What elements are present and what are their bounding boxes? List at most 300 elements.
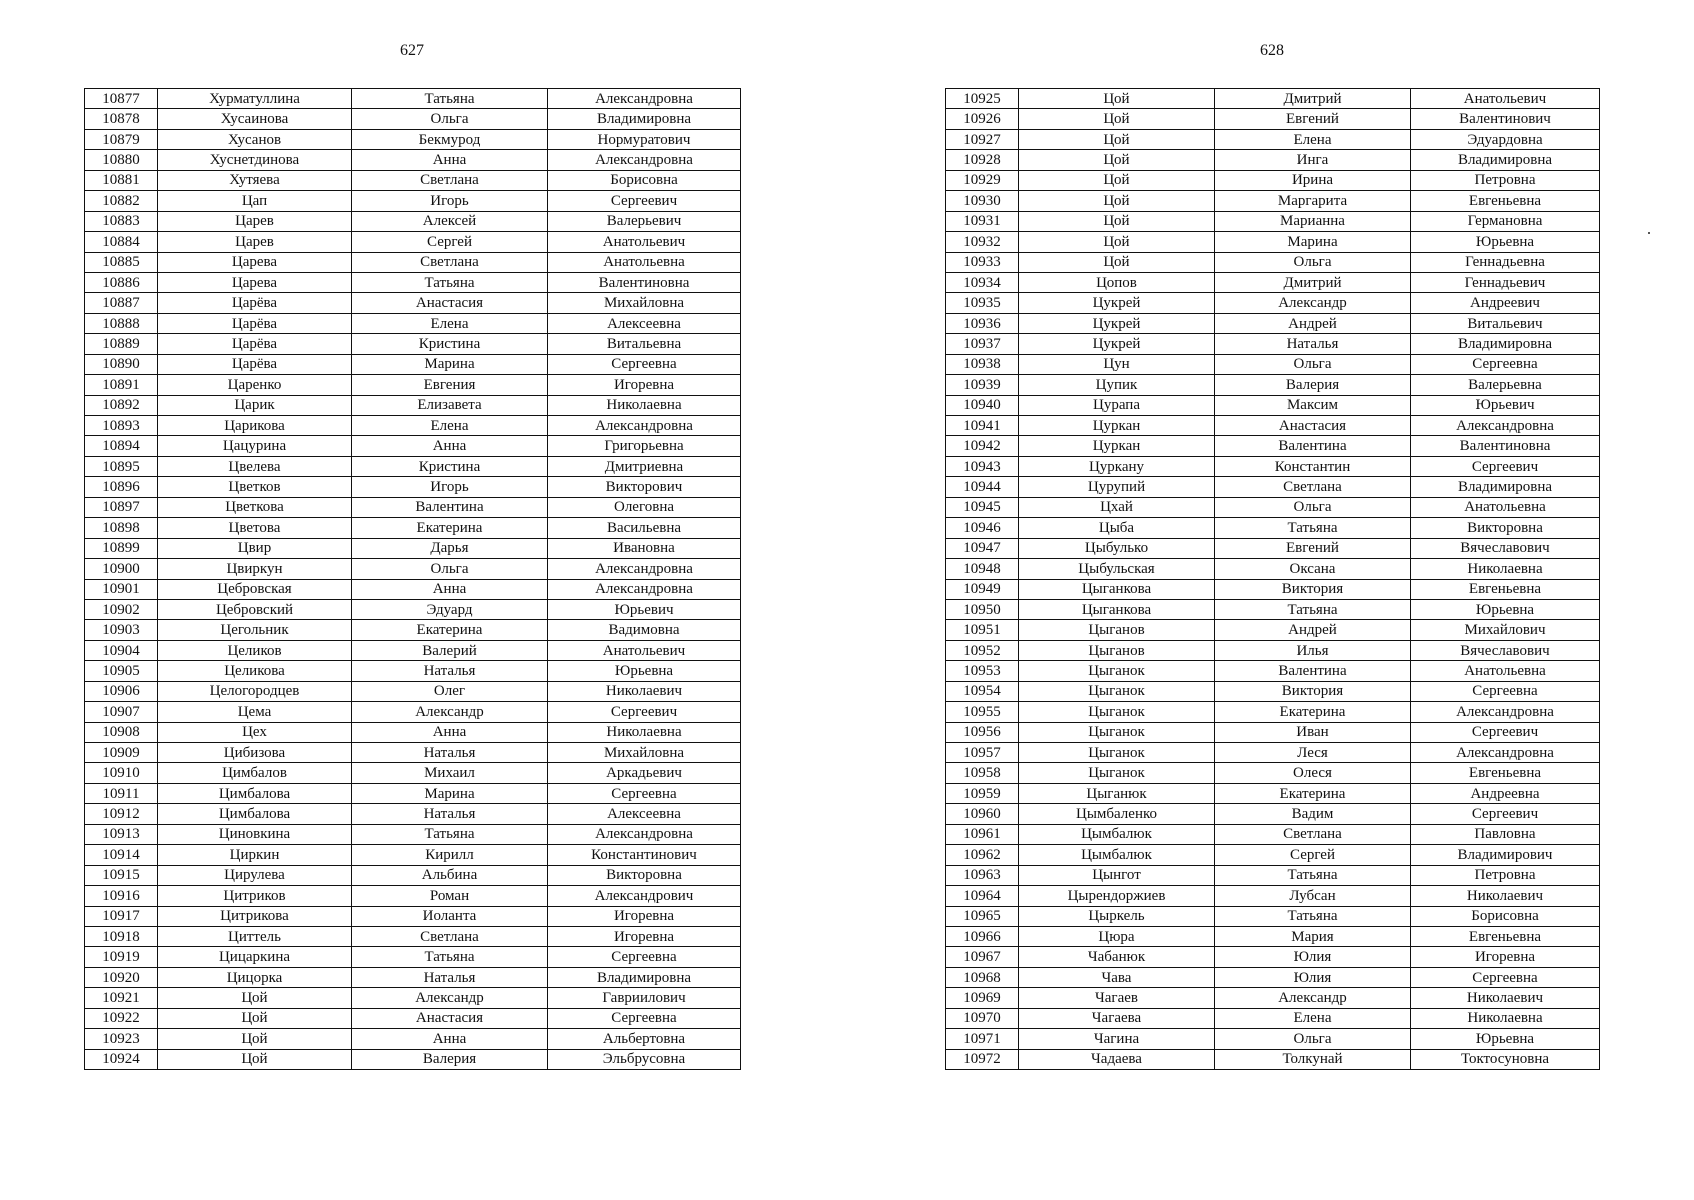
first-name-cell: Татьяна xyxy=(1215,599,1411,619)
table-row xyxy=(946,170,1600,190)
table-row xyxy=(85,559,741,579)
patronymic-cell: Алексеевна xyxy=(548,313,741,333)
surname-cell: Цех xyxy=(158,722,352,742)
surname-cell: Цой xyxy=(158,1049,352,1069)
table-row xyxy=(85,845,741,865)
record-number-cell: 10908 xyxy=(85,722,158,742)
patronymic-cell: Юрьевна xyxy=(1411,599,1600,619)
patronymic-cell: Петровна xyxy=(1411,170,1600,190)
patronymic-cell: Сергеевна xyxy=(548,354,741,374)
patronymic-cell: Игоревна xyxy=(548,375,741,395)
table-row xyxy=(946,926,1600,946)
record-number-cell: 10959 xyxy=(946,783,1019,803)
table-row xyxy=(946,988,1600,1008)
surname-cell: Цурапа xyxy=(1019,395,1215,415)
record-number-cell: 10880 xyxy=(85,150,158,170)
first-name-cell: Ольга xyxy=(352,109,548,129)
surname-cell: Цыганок xyxy=(1019,702,1215,722)
table-row xyxy=(85,456,741,476)
first-name-cell: Татьяна xyxy=(1215,906,1411,926)
first-name-cell: Марина xyxy=(352,783,548,803)
first-name-cell: Евгений xyxy=(1215,538,1411,558)
record-number-cell: 10946 xyxy=(946,518,1019,538)
patronymic-cell: Олеговна xyxy=(548,497,741,517)
patronymic-cell: Андреевич xyxy=(1411,293,1600,313)
surname-cell: Циттель xyxy=(158,926,352,946)
record-number-cell: 10942 xyxy=(946,436,1019,456)
table-row xyxy=(85,579,741,599)
record-number-cell: 10910 xyxy=(85,763,158,783)
surname-cell: Цема xyxy=(158,702,352,722)
patronymic-cell: Александровна xyxy=(1411,743,1600,763)
surname-cell: Цыганок xyxy=(1019,681,1215,701)
surname-cell: Цун xyxy=(1019,354,1215,374)
patronymic-cell: Алексеевна xyxy=(548,804,741,824)
surname-cell: Царёва xyxy=(158,354,352,374)
patronymic-cell: Александровна xyxy=(548,150,741,170)
first-name-cell: Анна xyxy=(352,579,548,599)
table-row xyxy=(85,538,741,558)
record-number-cell: 10921 xyxy=(85,988,158,1008)
surname-cell: Цуркан xyxy=(1019,436,1215,456)
table-row xyxy=(946,620,1600,640)
record-number-cell: 10898 xyxy=(85,518,158,538)
surname-cell: Цой xyxy=(1019,232,1215,252)
first-name-cell: Ольга xyxy=(352,559,548,579)
patronymic-cell: Михайлович xyxy=(1411,620,1600,640)
surname-cell: Хусаинова xyxy=(158,109,352,129)
record-number-cell: 10956 xyxy=(946,722,1019,742)
patronymic-cell: Игоревна xyxy=(548,926,741,946)
record-number-cell: 10890 xyxy=(85,354,158,374)
first-name-cell: Лубсан xyxy=(1215,886,1411,906)
first-name-cell: Валентина xyxy=(352,497,548,517)
table-row xyxy=(946,456,1600,476)
patronymic-cell: Альбертовна xyxy=(548,1029,741,1049)
patronymic-cell: Викторовна xyxy=(1411,518,1600,538)
table-row xyxy=(85,129,741,149)
record-number-cell: 10960 xyxy=(946,804,1019,824)
surname-cell: Хурматуллина xyxy=(158,89,352,109)
patronymic-cell: Анатольевна xyxy=(1411,661,1600,681)
record-number-cell: 10882 xyxy=(85,191,158,211)
table-row xyxy=(946,416,1600,436)
surname-cell: Цукрей xyxy=(1019,313,1215,333)
first-name-cell: Анна xyxy=(352,1029,548,1049)
record-number-cell: 10932 xyxy=(946,232,1019,252)
table-row xyxy=(85,661,741,681)
table-row xyxy=(85,272,741,292)
first-name-cell: Евгения xyxy=(352,375,548,395)
patronymic-cell: Юрьевна xyxy=(1411,1029,1600,1049)
surname-cell: Цой xyxy=(1019,150,1215,170)
first-name-cell: Светлана xyxy=(352,926,548,946)
record-number-cell: 10909 xyxy=(85,743,158,763)
first-name-cell: Александр xyxy=(1215,293,1411,313)
surname-cell: Цой xyxy=(158,988,352,1008)
record-number-cell: 10903 xyxy=(85,620,158,640)
first-name-cell: Ирина xyxy=(1215,170,1411,190)
first-name-cell: Алексей xyxy=(352,211,548,231)
record-number-cell: 10886 xyxy=(85,272,158,292)
first-name-cell: Илья xyxy=(1215,640,1411,660)
record-number-cell: 10930 xyxy=(946,191,1019,211)
surname-cell: Цирулева xyxy=(158,865,352,885)
first-name-cell: Максим xyxy=(1215,395,1411,415)
record-number-cell: 10949 xyxy=(946,579,1019,599)
table-row xyxy=(946,1008,1600,1028)
patronymic-cell: Александровна xyxy=(548,89,741,109)
surname-cell: Цюра xyxy=(1019,926,1215,946)
table-row xyxy=(946,579,1600,599)
patronymic-cell: Валерьевич xyxy=(548,211,741,231)
first-name-cell: Леся xyxy=(1215,743,1411,763)
table-row xyxy=(85,640,741,660)
first-name-cell: Елизавета xyxy=(352,395,548,415)
table-row xyxy=(85,599,741,619)
surname-cell: Целиков xyxy=(158,640,352,660)
record-number-cell: 10887 xyxy=(85,293,158,313)
record-number-cell: 10877 xyxy=(85,89,158,109)
scan-speck xyxy=(1648,232,1650,234)
patronymic-cell: Сергеевич xyxy=(1411,456,1600,476)
table-row xyxy=(946,681,1600,701)
table-row xyxy=(946,191,1600,211)
first-name-cell: Вадим xyxy=(1215,804,1411,824)
table-row xyxy=(946,947,1600,967)
surname-cell: Цыганок xyxy=(1019,661,1215,681)
first-name-cell: Екатерина xyxy=(352,620,548,640)
surname-cell: Цой xyxy=(1019,252,1215,272)
patronymic-cell: Сергеевна xyxy=(1411,354,1600,374)
table-row xyxy=(85,109,741,129)
record-number-cell: 10899 xyxy=(85,538,158,558)
patronymic-cell: Александрович xyxy=(548,886,741,906)
patronymic-cell: Владимирович xyxy=(1411,845,1600,865)
record-number-cell: 10915 xyxy=(85,865,158,885)
surname-cell: Цуркану xyxy=(1019,456,1215,476)
table-row xyxy=(946,967,1600,987)
surname-cell: Цыганок xyxy=(1019,743,1215,763)
record-number-cell: 10878 xyxy=(85,109,158,129)
record-number-cell: 10891 xyxy=(85,375,158,395)
patronymic-cell: Нормуратович xyxy=(548,129,741,149)
record-number-cell: 10966 xyxy=(946,926,1019,946)
patronymic-cell: Владимировна xyxy=(548,109,741,129)
record-number-cell: 10917 xyxy=(85,906,158,926)
patronymic-cell: Викторович xyxy=(548,477,741,497)
patronymic-cell: Сергеевна xyxy=(1411,967,1600,987)
first-name-cell: Константин xyxy=(1215,456,1411,476)
surname-cell: Хусанов xyxy=(158,129,352,149)
table-row xyxy=(946,640,1600,660)
table-row xyxy=(946,272,1600,292)
table-row xyxy=(85,865,741,885)
patronymic-cell: Витальевна xyxy=(548,334,741,354)
patronymic-cell: Викторовна xyxy=(548,865,741,885)
surname-cell: Цыба xyxy=(1019,518,1215,538)
table-row xyxy=(946,109,1600,129)
first-name-cell: Наталья xyxy=(352,743,548,763)
table-row xyxy=(85,375,741,395)
record-number-cell: 10920 xyxy=(85,967,158,987)
first-name-cell: Анна xyxy=(352,436,548,456)
surname-cell: Царик xyxy=(158,395,352,415)
patronymic-cell: Германовна xyxy=(1411,211,1600,231)
surname-cell: Чадаева xyxy=(1019,1049,1215,1069)
record-number-cell: 10928 xyxy=(946,150,1019,170)
table-row xyxy=(85,722,741,742)
table-row xyxy=(85,620,741,640)
patronymic-cell: Владимировна xyxy=(548,967,741,987)
surname-cell: Цыганок xyxy=(1019,722,1215,742)
patronymic-cell: Григорьевна xyxy=(548,436,741,456)
patronymic-cell: Анатольевич xyxy=(1411,89,1600,109)
first-name-cell: Михаил xyxy=(352,763,548,783)
surname-cell: Чабанюк xyxy=(1019,947,1215,967)
first-name-cell: Валерия xyxy=(352,1049,548,1069)
table-row xyxy=(85,436,741,456)
patronymic-cell: Сергеевна xyxy=(548,947,741,967)
record-number-cell: 10925 xyxy=(946,89,1019,109)
table-row xyxy=(85,824,741,844)
record-number-cell: 10892 xyxy=(85,395,158,415)
surname-cell: Целогородцев xyxy=(158,681,352,701)
record-number-cell: 10940 xyxy=(946,395,1019,415)
first-name-cell: Елена xyxy=(1215,1008,1411,1028)
surname-cell: Царева xyxy=(158,252,352,272)
table-row xyxy=(85,477,741,497)
record-number-cell: 10883 xyxy=(85,211,158,231)
table-row xyxy=(85,967,741,987)
table-row xyxy=(946,743,1600,763)
table-row xyxy=(946,865,1600,885)
patronymic-cell: Васильевна xyxy=(548,518,741,538)
patronymic-cell: Александровна xyxy=(1411,702,1600,722)
first-name-cell: Ольга xyxy=(1215,354,1411,374)
record-number-cell: 10944 xyxy=(946,477,1019,497)
table-row xyxy=(946,702,1600,722)
patronymic-cell: Эльбрусовна xyxy=(548,1049,741,1069)
surname-cell: Цой xyxy=(1019,129,1215,149)
patronymic-cell: Ивановна xyxy=(548,538,741,558)
first-name-cell: Ольга xyxy=(1215,1029,1411,1049)
table-row xyxy=(946,824,1600,844)
table-row xyxy=(946,783,1600,803)
table-row xyxy=(85,150,741,170)
record-number-cell: 10971 xyxy=(946,1029,1019,1049)
table-row xyxy=(85,170,741,190)
first-name-cell: Александр xyxy=(352,988,548,1008)
first-name-cell: Татьяна xyxy=(1215,865,1411,885)
first-name-cell: Иоланта xyxy=(352,906,548,926)
first-name-cell: Инга xyxy=(1215,150,1411,170)
surname-cell: Цыбульская xyxy=(1019,559,1215,579)
surname-cell: Цымбалюк xyxy=(1019,824,1215,844)
first-name-cell: Мария xyxy=(1215,926,1411,946)
surname-cell: Цукрей xyxy=(1019,293,1215,313)
patronymic-cell: Геннадьевна xyxy=(1411,252,1600,272)
table-row xyxy=(85,906,741,926)
patronymic-cell: Аркадьевич xyxy=(548,763,741,783)
table-row xyxy=(85,232,741,252)
first-name-cell: Игорь xyxy=(352,477,548,497)
surname-cell: Цырендоржиев xyxy=(1019,886,1215,906)
table-row xyxy=(85,804,741,824)
patronymic-cell: Евгеньевна xyxy=(1411,191,1600,211)
first-name-cell: Ольга xyxy=(1215,252,1411,272)
surname-cell: Цыганок xyxy=(1019,763,1215,783)
surname-cell: Цой xyxy=(1019,211,1215,231)
surname-cell: Цыганов xyxy=(1019,640,1215,660)
record-number-cell: 10924 xyxy=(85,1049,158,1069)
first-name-cell: Олег xyxy=(352,681,548,701)
page-number: 628 xyxy=(1260,42,1284,59)
record-number-cell: 10900 xyxy=(85,559,158,579)
first-name-cell: Светлана xyxy=(352,252,548,272)
table-row xyxy=(85,926,741,946)
record-number-cell: 10967 xyxy=(946,947,1019,967)
first-name-cell: Дмитрий xyxy=(1215,89,1411,109)
patronymic-cell: Валентинович xyxy=(1411,109,1600,129)
surname-cell: Цветкова xyxy=(158,497,352,517)
patronymic-cell: Владимировна xyxy=(1411,150,1600,170)
record-number-cell: 10913 xyxy=(85,824,158,844)
patronymic-cell: Витальевич xyxy=(1411,313,1600,333)
record-number-cell: 10961 xyxy=(946,824,1019,844)
surname-cell: Цыганкова xyxy=(1019,599,1215,619)
patronymic-cell: Евгеньевна xyxy=(1411,926,1600,946)
table-row xyxy=(946,150,1600,170)
record-number-cell: 10907 xyxy=(85,702,158,722)
surname-cell: Цацурина xyxy=(158,436,352,456)
first-name-cell: Кирилл xyxy=(352,845,548,865)
table-row xyxy=(85,89,741,109)
surname-cell: Цибизова xyxy=(158,743,352,763)
patronymic-cell: Игоревна xyxy=(1411,947,1600,967)
first-name-cell: Маргарита xyxy=(1215,191,1411,211)
surname-cell: Цебровская xyxy=(158,579,352,599)
record-number-cell: 10938 xyxy=(946,354,1019,374)
first-name-cell: Анна xyxy=(352,722,548,742)
first-name-cell: Кристина xyxy=(352,456,548,476)
patronymic-cell: Анатольевич xyxy=(548,232,741,252)
table-row xyxy=(85,1008,741,1028)
surname-cell: Цвелева xyxy=(158,456,352,476)
surname-cell: Хутяева xyxy=(158,170,352,190)
first-name-cell: Оксана xyxy=(1215,559,1411,579)
patronymic-cell: Николаевич xyxy=(548,681,741,701)
patronymic-cell: Николаевна xyxy=(548,722,741,742)
surname-cell: Цымбаленко xyxy=(1019,804,1215,824)
table-row xyxy=(85,947,741,967)
record-number-cell: 10914 xyxy=(85,845,158,865)
surname-cell: Цой xyxy=(1019,89,1215,109)
patronymic-cell: Александровна xyxy=(548,416,741,436)
table-row xyxy=(946,845,1600,865)
record-number-cell: 10901 xyxy=(85,579,158,599)
first-name-cell: Юлия xyxy=(1215,947,1411,967)
first-name-cell: Анастасия xyxy=(352,293,548,313)
patronymic-cell: Вячеславович xyxy=(1411,538,1600,558)
first-name-cell: Бекмурод xyxy=(352,129,548,149)
patronymic-cell: Юрьевна xyxy=(1411,232,1600,252)
page-number: 627 xyxy=(400,42,424,59)
surname-cell: Целикова xyxy=(158,661,352,681)
register-table xyxy=(945,88,1600,1070)
first-name-cell: Юлия xyxy=(1215,967,1411,987)
surname-cell: Чагаева xyxy=(1019,1008,1215,1028)
first-name-cell: Александр xyxy=(352,702,548,722)
table-row xyxy=(946,1029,1600,1049)
table-row xyxy=(946,538,1600,558)
table-row xyxy=(85,313,741,333)
patronymic-cell: Константинович xyxy=(548,845,741,865)
patronymic-cell: Михайловна xyxy=(548,743,741,763)
surname-cell: Цвиркун xyxy=(158,559,352,579)
first-name-cell: Ольга xyxy=(1215,497,1411,517)
first-name-cell: Татьяна xyxy=(352,272,548,292)
patronymic-cell: Сергеевич xyxy=(1411,804,1600,824)
first-name-cell: Валерий xyxy=(352,640,548,660)
first-name-cell: Толкунай xyxy=(1215,1049,1411,1069)
surname-cell: Цопов xyxy=(1019,272,1215,292)
patronymic-cell: Николаевна xyxy=(1411,1008,1600,1028)
record-number-cell: 10933 xyxy=(946,252,1019,272)
patronymic-cell: Токтосуновна xyxy=(1411,1049,1600,1069)
record-number-cell: 10927 xyxy=(946,129,1019,149)
record-number-cell: 10918 xyxy=(85,926,158,946)
table-row xyxy=(946,477,1600,497)
record-number-cell: 10905 xyxy=(85,661,158,681)
first-name-cell: Анастасия xyxy=(1215,416,1411,436)
surname-cell: Царикова xyxy=(158,416,352,436)
first-name-cell: Андрей xyxy=(1215,620,1411,640)
table-row xyxy=(85,354,741,374)
surname-cell: Цегольник xyxy=(158,620,352,640)
record-number-cell: 10951 xyxy=(946,620,1019,640)
record-number-cell: 10919 xyxy=(85,947,158,967)
record-number-cell: 10939 xyxy=(946,375,1019,395)
record-number-cell: 10972 xyxy=(946,1049,1019,1069)
first-name-cell: Наталья xyxy=(352,967,548,987)
patronymic-cell: Гавриилович xyxy=(548,988,741,1008)
table-row xyxy=(85,1029,741,1049)
first-name-cell: Александр xyxy=(1215,988,1411,1008)
surname-cell: Хуснетдинова xyxy=(158,150,352,170)
record-number-cell: 10935 xyxy=(946,293,1019,313)
first-name-cell: Валентина xyxy=(1215,436,1411,456)
surname-cell: Цветков xyxy=(158,477,352,497)
surname-cell: Циркин xyxy=(158,845,352,865)
table-row xyxy=(85,334,741,354)
table-row xyxy=(946,599,1600,619)
patronymic-cell: Юрьевич xyxy=(1411,395,1600,415)
patronymic-cell: Анатольевна xyxy=(1411,497,1600,517)
surname-cell: Царев xyxy=(158,211,352,231)
first-name-cell: Татьяна xyxy=(1215,518,1411,538)
table-row xyxy=(85,988,741,1008)
patronymic-cell: Николаевич xyxy=(1411,988,1600,1008)
patronymic-cell: Петровна xyxy=(1411,865,1600,885)
table-row xyxy=(85,293,741,313)
first-name-cell: Дарья xyxy=(352,538,548,558)
table-row xyxy=(85,1049,741,1069)
record-number-cell: 10906 xyxy=(85,681,158,701)
surname-cell: Цурупий xyxy=(1019,477,1215,497)
first-name-cell: Наталья xyxy=(352,661,548,681)
table-row xyxy=(946,252,1600,272)
